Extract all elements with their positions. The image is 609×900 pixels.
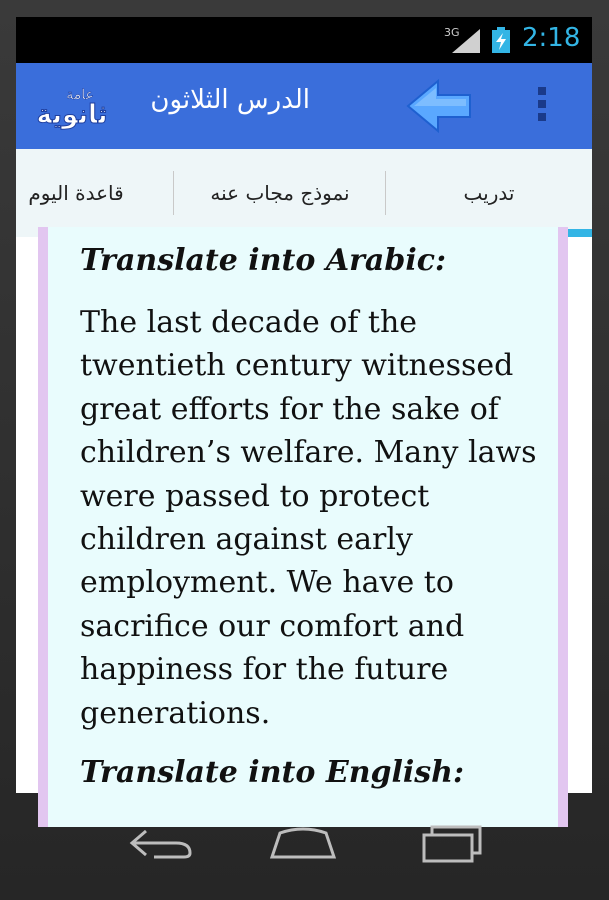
tab-label: قاعدة اليوم [28,181,124,205]
clock: 2:18 [522,23,581,53]
arrow-left-icon[interactable] [406,77,472,135]
lesson-content[interactable] [16,237,592,793]
overflow-menu-icon[interactable] [534,87,550,129]
tab-label: نموذج مجاب عنه [210,181,350,205]
app-logo [36,75,108,135]
nav-home-icon[interactable] [268,823,338,863]
logo-text-bottom: ثانوية [36,100,108,130]
device-screen [16,17,592,793]
lesson-text [80,227,560,793]
tab-rule-of-day[interactable] [0,149,176,237]
paragraph-english: The last decade of the twentieth century witnessed great efforts for the sake of children’s welfare. Many laws were passed to protect children against early employment. We have to sacrifice our comfort and happiness for the future generations. [80,305,537,731]
nav-back-icon[interactable] [126,823,196,863]
lesson-card [38,227,568,827]
heading-translate-english: Translate into English: [80,755,465,791]
tab-practice[interactable] [386,149,592,237]
heading-translate-arabic: Translate into Arabic: [80,243,447,278]
navigation-bar [0,793,609,900]
page-title: الدرس الثلاثون [150,85,310,115]
tab-label: تدريب [463,181,515,205]
signal-icon [452,29,480,53]
status-bar [16,17,592,63]
tab-answered-model[interactable] [174,149,386,237]
tab-strip [16,149,592,237]
battery-charging-icon [492,27,510,53]
action-bar [16,63,592,149]
nav-recents-icon[interactable] [414,823,484,863]
logo-text-top: عامة [66,87,94,103]
lesson-card-body [48,227,558,827]
network-type: 3G [444,26,460,39]
